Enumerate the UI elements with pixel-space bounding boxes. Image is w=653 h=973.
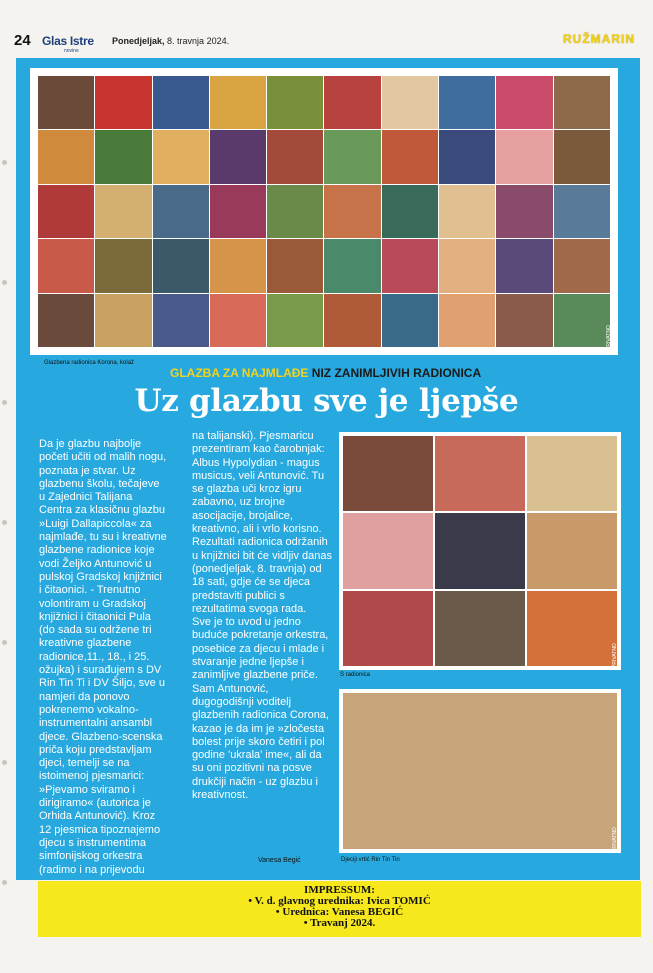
photo-tile (496, 239, 552, 292)
binder-hole (2, 160, 7, 165)
photo-tile (38, 130, 94, 183)
kindergarten-photo-grid (343, 693, 617, 849)
workshop-photo-collage (339, 432, 621, 670)
photo-tile (267, 185, 323, 238)
photo-tile (496, 294, 552, 347)
photo-tile (95, 185, 151, 238)
photo-tile (210, 76, 266, 129)
kindergarten-photo (339, 689, 621, 853)
photo-tile (554, 239, 610, 292)
article-author: Vanesa Begić (258, 857, 301, 864)
photo-tile (210, 185, 266, 238)
workshop-photo-grid (343, 436, 617, 666)
photo-tile (38, 185, 94, 238)
page-number: 24 (14, 32, 31, 49)
photo-tile (153, 76, 209, 129)
photo-tile (435, 591, 525, 666)
binder-hole (2, 760, 7, 765)
photo-tile (324, 294, 380, 347)
article-column-1 (39, 438, 167, 877)
kicker-highlight: GLAZBA ZA NAJMLAĐE (170, 366, 309, 380)
photo-tile (554, 294, 610, 347)
photo-tile (382, 294, 438, 347)
photo-tile (439, 130, 495, 183)
photo-tile (527, 591, 617, 666)
photo-tile (527, 513, 617, 588)
binder-hole (2, 520, 7, 525)
photo-tile (382, 130, 438, 183)
workshop-photo-credit: PRIVATNO (612, 643, 618, 668)
issue-date-value: 8. travnja 2024. (167, 36, 230, 46)
photo-tile (439, 185, 495, 238)
photo-tile (496, 76, 552, 129)
kicker-text: NIZ ZANIMLJIVIH RADIONICA (311, 366, 482, 380)
photo-tile (210, 294, 266, 347)
photo-tile (343, 436, 433, 511)
photo-tile (267, 130, 323, 183)
photo-tile (324, 185, 380, 238)
photo-tile (343, 693, 617, 849)
binder-hole (2, 280, 7, 285)
article-kicker (170, 366, 481, 380)
photo-tile (554, 185, 610, 238)
photo-tile (382, 185, 438, 238)
photo-tile (554, 76, 610, 129)
article-headline: Uz glazbu sve je ljepše (134, 383, 519, 419)
photo-tile (439, 294, 495, 347)
photo-tile (38, 239, 94, 292)
photo-tile (382, 239, 438, 292)
photo-tile (267, 294, 323, 347)
photo-tile (153, 130, 209, 183)
kindergarten-photo-caption: Djeciji vrtić Rin Tin Tin (341, 857, 400, 863)
kindergarten-photo-credit: PRIVATNO (612, 827, 618, 852)
photo-tile (496, 130, 552, 183)
photo-tile (153, 185, 209, 238)
binder-hole (2, 880, 7, 885)
issue-day: Ponedjeljak, (112, 36, 165, 46)
photo-tile (343, 513, 433, 588)
photo-tile (527, 436, 617, 511)
photo-tile (435, 436, 525, 511)
issue-date (112, 36, 229, 46)
photo-tile (382, 76, 438, 129)
photo-tile (95, 294, 151, 347)
impressum-editor: • V. d. glavnog urednika: Ivica TOMIĆ (248, 895, 431, 907)
photo-tile (95, 76, 151, 129)
photo-tile (324, 239, 380, 292)
workshop-photo-caption: S radionica (340, 672, 371, 678)
impressum-section-editor: • Urednica: Vanesa BEGIĆ (275, 906, 404, 918)
photo-tile (153, 294, 209, 347)
collage-grid (38, 76, 610, 347)
article-paragraph: Da je glazbu najbolje početi učiti od malih nogu, poznata je stvar. Uz glazbenu školu, tečajeve u Zajednici Talijana Centra za klasičnu glazbu »Luigi Dallapiccola« za najmlađe, tu su i kreativne glazbene radionice koje vodi Željko Antunović u pulskoj Gradskoj knjižnici i čitaonici. - Trenutno volontiram u Gradskoj knjižnici i čitaonici Pula (do sada su održene tri kreativne glazbene radionice,11., 18., i 25. ožujka) i surađujem s DV Rin Tin Ti i DV Šiljo, sve u namjeri da ponovo pokrenemo vokalno-instrumentalni ansambl djece. Glazbeno-scenska priča koju predstavljam djeci, temelji se na istoimenoj pjesmarici: »Pjevamo sviramo i dirigiramo« (autorica je Orhida Antunović). Kroz 12 pjesmica tipoznajemo djecu s instrumentima simfonijskog orkestra (radimo i na prijevodu (39, 438, 167, 876)
photo-tile (267, 76, 323, 129)
impressum-box (38, 881, 641, 937)
article-paragraph: Sam Antunović, dugogodišnji voditelj glazbenih radionica Corona, kazao je da im je »zločesta bolest prije skoro četiri i pol godine 'ukrala' ime«, ali da su oni pozitivni na posve drukčiji način - uz glazbu i kreativnost. (192, 682, 329, 802)
photo-tile (343, 591, 433, 666)
article-paragraph: Sve je to uvod u jedno buduće pokretanje orkestra, posebice za djecu i mlade i stvaranje jedne ljepše i zanimljive glazbene priče. (192, 616, 329, 682)
section-logo: RUŽMARIN (563, 32, 635, 46)
photo-tile (439, 76, 495, 129)
newspaper-logo-sub: novine (64, 48, 79, 54)
photo-tile (95, 130, 151, 183)
photo-tile (496, 185, 552, 238)
page-header (0, 28, 653, 54)
article-paragraph: na talijanski). Pjesmaricu prezentiram kao čarobnjak: Albus Hypolydian - magus musicus, veli Antunović. Tu se glazba uči kroz igru zabavno, uz brojne asocijacije, brojalice, kreativno, ali i vrlo korisno. Rezultati radionica održanih u knjižnici bit će vidljiv danas (ponedjeljak, 8. travnja) od 18 sati, gdje će se djeca predstaviti publici s rezultatima svoga rada. (192, 430, 333, 615)
photo-tile (554, 130, 610, 183)
photo-tile (324, 130, 380, 183)
collage-caption: Glazbena radionica Korona, kolaž (44, 360, 135, 366)
binder-hole (2, 640, 7, 645)
photo-tile (38, 76, 94, 129)
photo-tile (435, 513, 525, 588)
photo-tile (153, 239, 209, 292)
impressum-title: IMPRESSUM: (304, 884, 375, 896)
collage-credit: PRIVATNO (606, 325, 612, 350)
photo-tile (95, 239, 151, 292)
photo-tile (210, 239, 266, 292)
photo-tile (324, 76, 380, 129)
photo-tile (439, 239, 495, 292)
photo-tile (38, 294, 94, 347)
article-column-2 (192, 430, 332, 802)
newspaper-logo: Glas Istre (42, 34, 94, 48)
impressum-date: • Travanj 2024. (303, 917, 376, 929)
collage-photo (30, 68, 618, 355)
photo-tile (267, 239, 323, 292)
photo-tile (210, 130, 266, 183)
